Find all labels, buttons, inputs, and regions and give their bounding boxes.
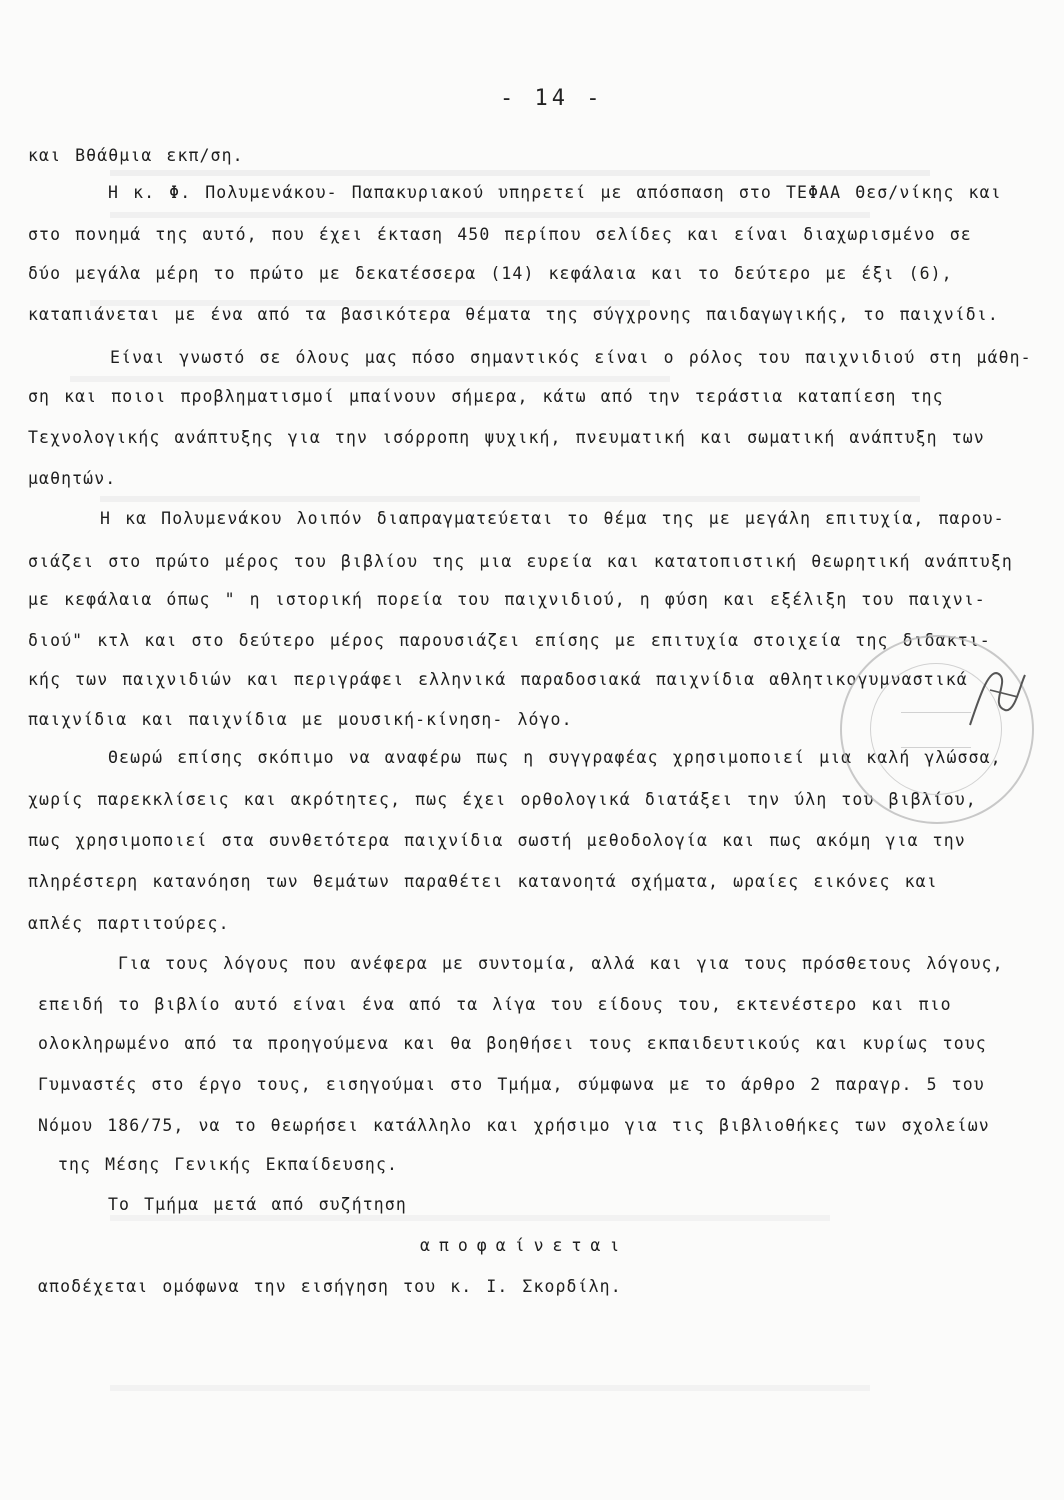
text-line: επειδή το βιβλίο αυτό είναι ένα από τα λίγα του είδους του, εκτενέστερο και πιο: [38, 995, 952, 1014]
decision-heading: αποφαίνεται: [420, 1236, 629, 1255]
text-line: στο πονημά της αυτό, που έχει έκταση 450 περίπου σελίδες και είναι διαχωρισμένο σε: [28, 225, 972, 244]
bleed-through-line: [110, 1215, 830, 1221]
text-line: της Μέσης Γενικής Εκπαίδευσης.: [58, 1155, 399, 1174]
bleed-through-line: [70, 376, 670, 382]
text-line: και Βθάθμια εκπ/ση.: [28, 146, 244, 165]
text-line: χωρίς παρεκκλίσεις και ακρότητες, πως έχει ορθολογικά διατάξει την ύλη του βιβλίου,: [28, 790, 977, 809]
text-line: Νόμου 186/75, να το θεωρήσει κατάλληλο και χρήσιμο για τις βιβλιοθήκες των σχολείων: [38, 1116, 990, 1135]
text-line: σιάζει στο πρώτο μέρος του βιβλίου της μια ευρεία και κατατοπιστική θεωρητική ανάπτυξη: [28, 552, 1013, 571]
bleed-through-line: [110, 1385, 870, 1391]
text-line: με κεφάλαια όπως " η ιστορική πορεία του παιχνιδιού, η φύση και εξέλιξη του παιχνι-: [28, 590, 986, 609]
text-line: πληρέστερη κατανόηση των θεμάτων παραθέτει κατανοητά σχήματα, ωραίες εικόνες και: [28, 872, 938, 891]
text-line: Η κ. Φ. Πολυμενάκου- Παπακυριακού υπηρετεί με απόσπαση στο ΤΕΦΑΑ Θεσ/νίκης και: [108, 183, 1002, 202]
text-line: αποδέχεται ομόφωνα την εισήγηση του κ. Ι. Σκορδίλη.: [38, 1277, 622, 1296]
text-line: δύο μεγάλα μέρη το πρώτο με δεκατέσσερα (14) κεφάλαια και το δεύτερο με έξι (6),: [28, 264, 953, 283]
text-line: Είναι γνωστό σε όλους μας πόσο σημαντικός είναι ο ρόλος του παιχνιδιού στη μάθη-: [110, 348, 1032, 367]
bleed-through-line: [100, 496, 920, 502]
text-line: ση και ποιοι προβληματισμοί μπαίνουν σήμερα, κάτω από την τεράστια καταπίεση της: [28, 387, 944, 406]
text-line: Γυμναστές στο έργο τους, εισηγούμαι στο Τμήμα, σύμφωνα με το άρθρο 2 παραγρ. 5 του: [38, 1075, 985, 1094]
text-line: πως χρησιμοποιεί στα συνθετότερα παιχνίδια σωστή μεθοδολογία και πως ακόμη για την: [28, 831, 966, 850]
text-line: παιχνίδια και παιχνίδια με μουσική-κίνηση- λόγο.: [28, 710, 573, 729]
bleed-through-line: [110, 170, 930, 176]
text-line: Για τους λόγους που ανέφερα με συντομία, αλλά και για τους πρόσθετους λόγους,: [118, 954, 1004, 973]
text-line: ολοκληρωμένο από τα προηγούμενα και θα βοηθήσει τους εκπαιδευτικούς και κυρίως τους: [38, 1034, 987, 1053]
page-number: - 14 -: [500, 86, 604, 111]
text-line: Το Τμήμα μετά από συζήτηση: [108, 1195, 407, 1214]
text-line: διού" κτλ και στο δεύτερο μέρος παρουσιάζει επίσης με επιτυχία στοιχεία της διδακτι-: [28, 631, 991, 650]
text-line: καταπιάνεται με ένα από τα βασικότερα θέματα της σύγχρονης παιδαγωγικής, το παιχνίδι.: [28, 305, 999, 324]
text-line: Θεωρώ επίσης σκόπιμο να αναφέρω πως η συγγραφέας χρησιμοποιεί μια καλή γλώσσα,: [108, 748, 1002, 767]
text-line: κής των παιχνιδιών και περιγράφει ελληνικά παραδοσιακά παιχνίδια αθλητικογυμναστικά: [28, 670, 968, 689]
text-line: απλές παρτιτούρες.: [28, 914, 230, 933]
signature: [960, 655, 1030, 735]
text-line: Η κα Πολυμενάκου λοιπόν διαπραγματεύεται το θέμα της με μεγάλη επιτυχία, παρου-: [100, 509, 1005, 528]
bleed-through-line: [110, 212, 870, 218]
text-line: μαθητών.: [28, 469, 117, 488]
text-line: Τεχνολογικής ανάπτυξης για την ισόρροπη ψυχική, πνευματική και σωματική ανάπτυξη των: [28, 428, 985, 447]
